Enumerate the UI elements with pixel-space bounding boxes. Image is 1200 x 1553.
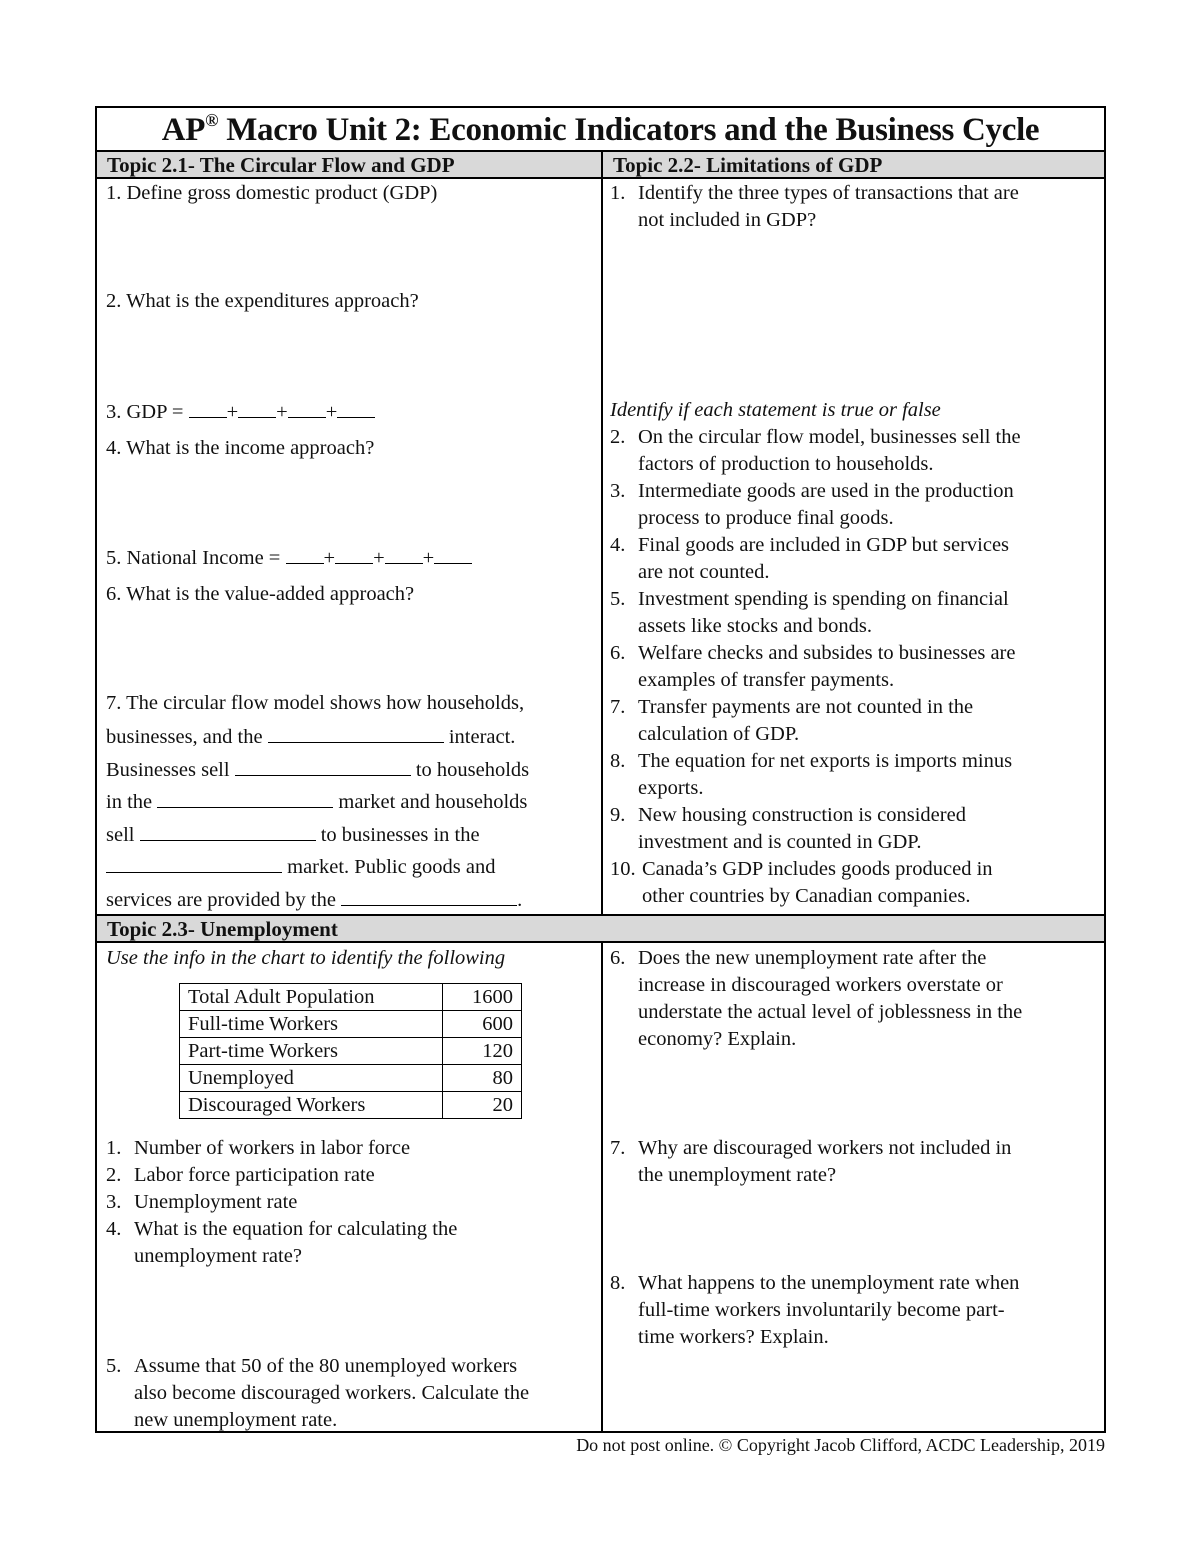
question-7-line-3: Businesses sell to households bbox=[106, 755, 529, 784]
list-item: 6. Does the new unemployment rate after the increase in discouraged workers overstate or understate the actual level of joblessness in the economy? Explain. bbox=[610, 947, 1023, 1050]
table-row bbox=[180, 1065, 522, 1092]
list-item: 5. Assume that 50 of the 80 unemployed workers also become discouraged workers. Calculate the new unemployment rate. bbox=[106, 1355, 530, 1431]
question-1: 1. Define gross domestic product (GDP) bbox=[106, 182, 438, 204]
table-row bbox=[180, 1011, 522, 1038]
list-item: 7. Transfer payments are not counted in the calculation of GDP. bbox=[610, 696, 974, 745]
list-item: 2. Labor force participation rate bbox=[106, 1164, 375, 1186]
question-7-line-1: 7. The circular flow model shows how households, bbox=[106, 692, 525, 714]
table-row bbox=[180, 1092, 522, 1119]
topic-2-2-q1 bbox=[610, 180, 1100, 234]
table-row bbox=[180, 984, 522, 1011]
table-cell-label: Total Adult Population bbox=[180, 984, 443, 1011]
table-cell-value: 1600 bbox=[443, 984, 522, 1011]
question-2: 2. What is the expenditures approach? bbox=[106, 290, 419, 312]
table-cell-label: Discouraged Workers bbox=[180, 1092, 443, 1119]
true-false-list bbox=[610, 424, 1100, 910]
table-row bbox=[180, 1038, 522, 1065]
question-6-unemployment bbox=[610, 945, 1100, 1053]
topic-2-3-header: Topic 2.3- Unemployment bbox=[97, 916, 1104, 941]
question-6: 6. What is the value-added approach? bbox=[106, 583, 415, 605]
divider bbox=[601, 150, 603, 916]
table-cell-label: Unemployed bbox=[180, 1065, 443, 1092]
topic-2-2-header: Topic 2.2- Limitations of GDP bbox=[603, 152, 1104, 177]
question-7-line-6: market. Public goods and bbox=[106, 852, 496, 881]
topic-2-1-header: Topic 2.1- The Circular Flow and GDP bbox=[97, 152, 601, 177]
question-7-line-4: in the market and households bbox=[106, 787, 527, 816]
copyright-footer: Do not post online. © Copyright Jacob Clifford, ACDC Leadership, 2019 bbox=[576, 1435, 1105, 1455]
question-5: 5. National Income = + + + bbox=[106, 543, 472, 572]
list-item: 4. Final goods are included in GDP but services are not counted. bbox=[610, 534, 1010, 583]
table-cell-label: Full-time Workers bbox=[180, 1011, 443, 1038]
question-7-unemployment bbox=[610, 1135, 1100, 1189]
chart-instruction: Use the info in the chart to identify the following bbox=[106, 947, 506, 969]
unemployment-questions bbox=[106, 1135, 596, 1270]
list-item: 1. Number of workers in labor force bbox=[106, 1137, 411, 1159]
list-item: 5. Investment spending is spending on financial assets like stocks and bonds. bbox=[610, 588, 1009, 637]
question-7-line-7: services are provided by the . bbox=[106, 885, 522, 914]
list-item: 10. Canada’s GDP includes goods produced in other countries by Canadian companies. bbox=[610, 858, 993, 907]
question-5-unemployment bbox=[106, 1353, 596, 1434]
page-title: AP® Macro Unit 2: Economic Indicators and the Business Cycle bbox=[161, 110, 1040, 148]
worksheet bbox=[95, 106, 1106, 1433]
list-item: 6. Welfare checks and subsides to businesses are examples of transfer payments. bbox=[610, 642, 1016, 691]
list-item: 7. Why are discouraged workers not included in the unemployment rate? bbox=[610, 1137, 1012, 1186]
true-false-instruction: Identify if each statement is true or false bbox=[610, 399, 941, 421]
list-item: 8. The equation for net exports is imports minus exports. bbox=[610, 750, 1013, 799]
table-cell-value: 600 bbox=[443, 1011, 522, 1038]
unemployment-data-table bbox=[179, 983, 522, 1119]
list-item: 3. Intermediate goods are used in the production process to produce final goods. bbox=[610, 480, 1014, 529]
question-4: 4. What is the income approach? bbox=[106, 437, 375, 459]
list-item: 1. Identify the three types of transactions that are not included in GDP? bbox=[610, 182, 1019, 231]
divider bbox=[601, 942, 603, 1433]
question-7-line-5: sell to businesses in the bbox=[106, 820, 480, 849]
table-cell-value: 80 bbox=[443, 1065, 522, 1092]
list-item: 8. What happens to the unemployment rate when full-time workers involuntarily become part- time workers? Explain. bbox=[610, 1272, 1020, 1348]
table-cell-label: Part-time Workers bbox=[180, 1038, 443, 1065]
table-cell-value: 120 bbox=[443, 1038, 522, 1065]
list-item: 9. New housing construction is considered investment and is counted in GDP. bbox=[610, 804, 966, 853]
question-3: 3. GDP = + + + bbox=[106, 397, 375, 426]
list-item: 2. On the circular flow model, businesses sell the factors of production to households. bbox=[610, 426, 1021, 475]
table-cell-value: 20 bbox=[443, 1092, 522, 1119]
list-item: 4. What is the equation for calculating the unemployment rate? bbox=[106, 1218, 458, 1267]
question-8-unemployment bbox=[610, 1270, 1100, 1351]
list-item: 3. Unemployment rate bbox=[106, 1191, 298, 1213]
question-7-line-2: businesses, and the interact. bbox=[106, 722, 515, 751]
